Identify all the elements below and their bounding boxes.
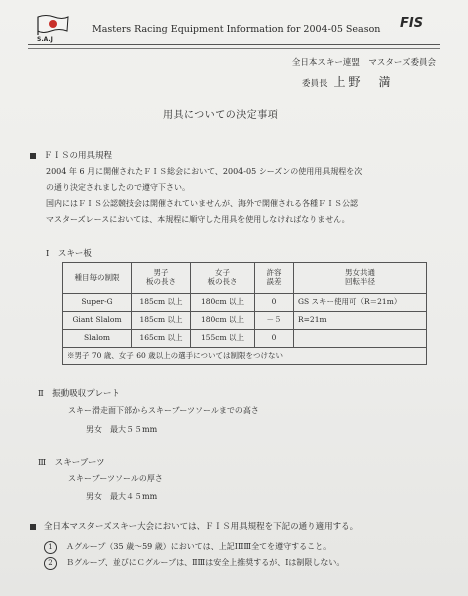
boots-section-value: 男女 最大４５mm bbox=[86, 492, 158, 501]
table-header-cell: 許容 誤差 bbox=[255, 263, 294, 294]
header-rule-thin bbox=[28, 48, 440, 49]
table-cell: 165cm 以上 bbox=[132, 330, 191, 348]
fis-paragraph-line: の通り決定されましたので遵守下さい。 bbox=[46, 183, 190, 192]
table-cell: 180cm 以上 bbox=[191, 312, 255, 330]
table-cell: Super-G bbox=[63, 294, 132, 312]
square-bullet-icon bbox=[30, 524, 36, 530]
ski-section-heading: Ⅰ スキー板 bbox=[46, 249, 92, 259]
table-cell: R=21m bbox=[294, 312, 427, 330]
fis-paragraph-line: マスターズレースにおいては、本規程に順守した用具を使用しなければなりません。 bbox=[46, 215, 350, 224]
chair-name: 上野 満 bbox=[333, 75, 394, 89]
table-header-row bbox=[63, 263, 427, 294]
saj-logo-label: S.A.J bbox=[37, 36, 53, 43]
fis-paragraph-line: 国内にはＦＩＳ公認競技会は開催されていませんが、海外で開催される各種ＦＩＳ公認 bbox=[46, 199, 358, 208]
table-header-cell: 男女共通 回転半径 bbox=[294, 263, 427, 294]
circled-number-icon: 2 bbox=[44, 557, 57, 570]
plate-section-description: スキー滑走面下部からスキーブーツソールまでの高さ bbox=[68, 406, 259, 415]
notice-item bbox=[44, 541, 331, 554]
boots-section-heading: Ⅲ スキーブーツ bbox=[38, 458, 105, 468]
table-cell: 0 bbox=[255, 294, 294, 312]
circled-number-icon: 1 bbox=[44, 541, 57, 554]
table-header-cell: 種目毎の制限 bbox=[63, 263, 132, 294]
chair-role: 委員長 bbox=[302, 79, 328, 89]
table-note: ※男子 70 歳、女子 60 歳以上の選手については制限をつけない bbox=[63, 348, 427, 365]
fis-paragraph-line: 2004 年 6 月に開催されたＦＩＳ総会において、2004-05 シーズンの使用用具規程を次 bbox=[46, 167, 363, 176]
square-bullet-icon bbox=[30, 153, 36, 159]
table-cell bbox=[294, 330, 427, 348]
section-fis-heading bbox=[30, 149, 112, 161]
table-header-cell: 男子 板の長さ bbox=[132, 263, 191, 294]
notice-heading bbox=[30, 520, 358, 532]
table-cell: 185cm 以上 bbox=[132, 312, 191, 330]
header-rule bbox=[28, 44, 440, 45]
section-fis-heading-text: ＦＩＳの用具規程 bbox=[44, 151, 113, 161]
table-row bbox=[63, 330, 427, 348]
table-row bbox=[63, 312, 427, 330]
boots-section-description: スキーブーツソールの厚さ bbox=[68, 474, 163, 483]
table-cell: 155cm 以上 bbox=[191, 330, 255, 348]
plate-section-value: 男女 最大５５mm bbox=[86, 425, 158, 434]
table-cell: Giant Slalom bbox=[63, 312, 132, 330]
fis-logo: FIS bbox=[400, 16, 424, 31]
table-row bbox=[63, 294, 427, 312]
table-header-cell: 女子 板の長さ bbox=[191, 263, 255, 294]
notice-item-text: Ｂグループ、並びにＣグループは、ⅡⅢは安全上推奨するが、Ⅰは制限しない。 bbox=[66, 558, 345, 567]
chairperson bbox=[302, 73, 394, 90]
table-cell: 180cm 以上 bbox=[191, 294, 255, 312]
notice-item-text: Ａグループ（35 歳～59 歳）においては、上記ⅠⅡⅢ全てを遵守すること。 bbox=[66, 542, 332, 551]
table-cell: 0 bbox=[255, 330, 294, 348]
table-cell: 185cm 以上 bbox=[132, 294, 191, 312]
issuing-organization: 全日本スキー連盟 マスターズ委員会 bbox=[291, 58, 436, 68]
saj-flag-logo-icon bbox=[36, 14, 70, 36]
table-cell: －５ bbox=[255, 312, 294, 330]
table-cell: GS スキー使用可（R＝21m） bbox=[294, 294, 427, 312]
table-note-row bbox=[63, 348, 427, 365]
ski-regulation-table bbox=[62, 262, 427, 365]
notice-heading-text: 全日本マスターズスキー大会においては、ＦＩＳ用具規程を下記の通り適用する。 bbox=[44, 522, 359, 532]
header-title: Masters Racing Equipment Information for 2004-05 Season bbox=[92, 24, 381, 35]
document-title: 用具についての決定事項 bbox=[163, 110, 279, 121]
table-cell: Slalom bbox=[63, 330, 132, 348]
plate-section-heading: Ⅱ 振動吸収プレート bbox=[38, 389, 120, 399]
notice-item bbox=[44, 557, 344, 570]
